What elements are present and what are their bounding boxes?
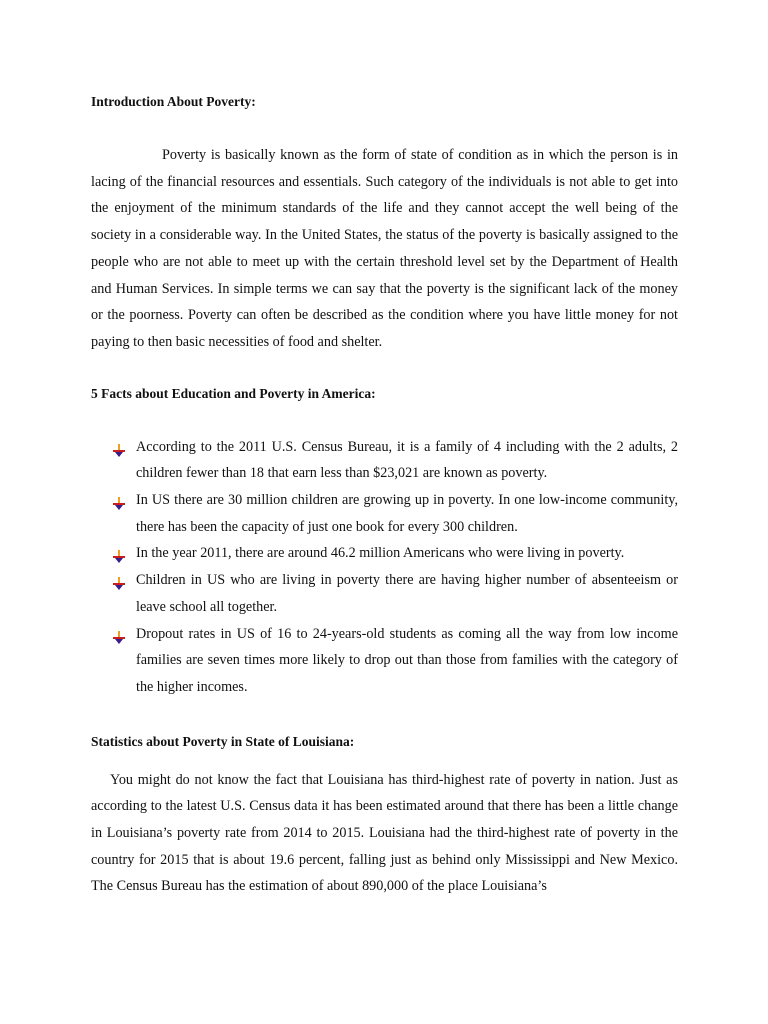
arrow-down-bullet-icon: [113, 573, 125, 586]
document-page: [91, 88, 678, 900]
fact-text: According to the 2011 U.S. Census Bureau, it is a family of 4 including with the 2 adults, 2 children fewer than 18 that earn less than $23,021 are known as poverty.: [136, 438, 678, 482]
fact-text: Dropout rates in US of 16 to 24-years-old students as coming all the way from low income families are seven times more likely to drop out than those from families with the category of the higher incomes.: [136, 625, 678, 695]
fact-text: In US there are 30 million children are growing up in poverty. In one low-income community, there has been the capacity of just one book for every 300 children.: [136, 492, 678, 535]
arrow-down-bullet-icon: [113, 440, 125, 453]
list-item: [91, 621, 678, 701]
facts-list: [91, 434, 678, 701]
intro-heading: Introduction About Poverty:: [91, 94, 256, 109]
list-item: [91, 487, 678, 540]
intro-paragraph: Poverty is basically known as the form of state of condition as in which the person is in lacing of the financial resources and essentials. Such category of the individuals is not able to get into the enjoyment of the minimum standards of the life and they cannot accept the well being of the society in a considerable way. In the United States, the status of the poverty is basically assigned to the people who are not able to meet up with the certain threshold level set by the Department of Health and Human Services. In simple terms we can say that the poverty is the significant lack of the money or the poorness. Poverty can often be described as the condition where you have little money for not paying to then basic necessities of food and shelter.: [91, 147, 678, 350]
facts-heading: 5 Facts about Education and Poverty in America:: [91, 385, 376, 401]
list-item: [91, 567, 678, 620]
louisiana-paragraph: You might do not know the fact that Louisiana has third-highest rate of poverty in nation. Just as according to the latest U.S. Census data it has been estimated around that there has been a little change in Louisiana’s poverty rate from 2014 to 2015. Louisiana had the third-highest rate of poverty in the country for 2015 that is about 19.6 percent, falling just as behind only Mississippi and New Mexico. The Census Bureau has the estimation of about 890,000 of the place Louisiana’s: [91, 771, 678, 895]
fact-text: Children in US who are living in poverty there are having higher number of absenteeism or leave school all together.: [136, 572, 678, 615]
fact-text: In the year 2011, there are around 46.2 million Americans who were living in poverty.: [136, 545, 625, 562]
arrow-down-bullet-icon: [113, 546, 125, 559]
arrow-down-bullet-icon: [113, 493, 125, 506]
list-item: [91, 540, 678, 567]
arrow-down-bullet-icon: [113, 627, 125, 640]
louisiana-heading: Statistics about Poverty in State of Louisiana:: [91, 733, 355, 749]
list-item: [91, 434, 678, 487]
